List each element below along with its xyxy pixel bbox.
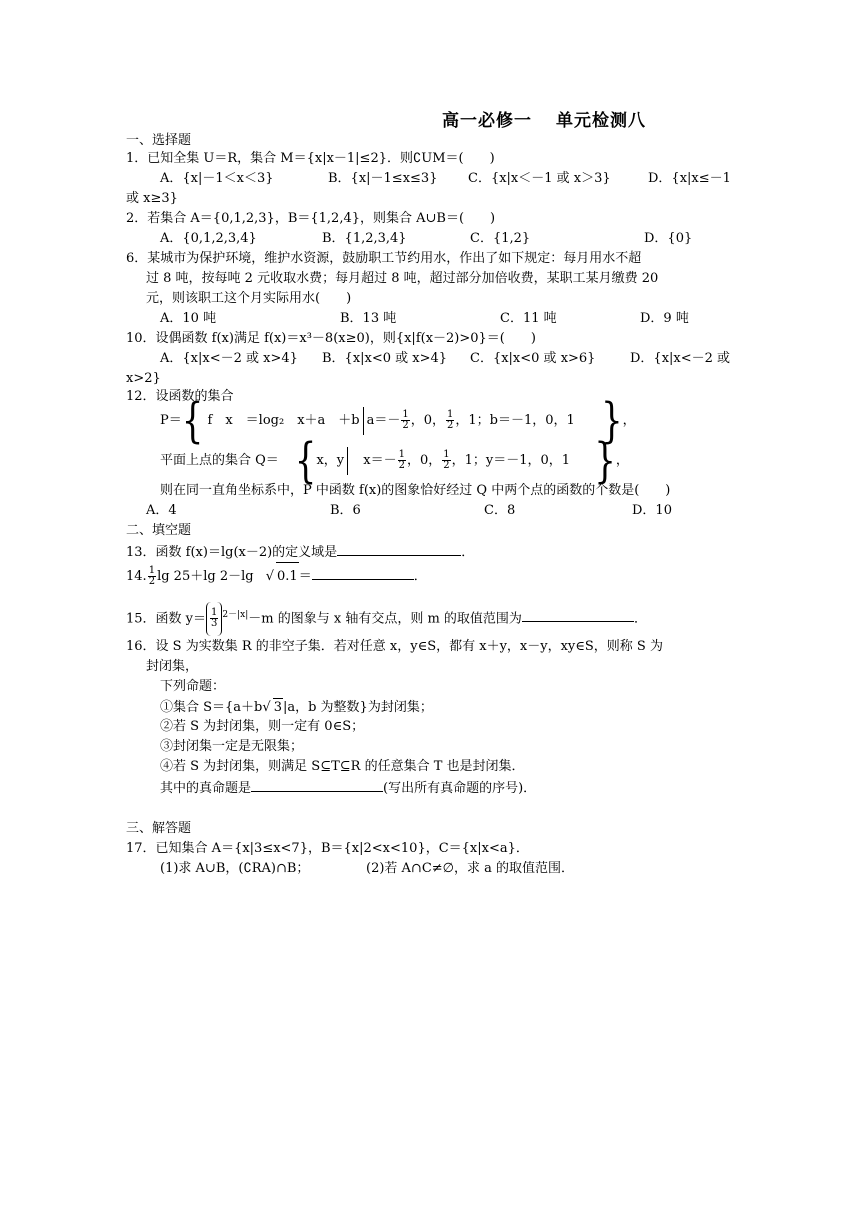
q6-line3: 元，则该职工这个月实际用水( ) (146, 291, 352, 306)
q1-option-c[interactable]: C．{x|x＜－1 或 x＞3} (468, 171, 611, 186)
answer-blank[interactable] (251, 778, 383, 792)
q12-set-p: P＝{ f x ＝log₂ x＋a ＋b a＝－ $\frac{1}{2}$ ，0， $\frac{1}{2}$ ，1；b＝－1，0，1 }， (160, 392, 636, 449)
q12-question: 则在同一直角坐标系中，P 中函数 f(x)的图象恰好经过 Q 中两个点的函数的个数是( ) (160, 483, 671, 498)
q6-option-a[interactable]: A．10 吨 (160, 311, 217, 326)
answer-blank[interactable] (522, 608, 634, 622)
left-brace-icon: { (294, 432, 317, 489)
q17-part2: (2)若 A∩C≠∅，求 a 的取值范围． (366, 861, 575, 876)
q15: 15．函数 y＝ $\frac{1}{3}$ $^{2-|x|}$－m 的图象与 x 轴有交点，则 m 的取值范围为 ． (126, 598, 647, 636)
q12-option-a[interactable]: A．4 (146, 503, 177, 518)
q12-set-q: 平面上点的集合 Q＝ {x，y x＝－ $\frac{1}{2}$ ，0， $\frac{1}{2}$ ，1；y＝－1，0，1 }， (160, 432, 629, 489)
q12-option-b[interactable]: B．6 (330, 503, 361, 518)
q16-prop2: ②若 S 为封闭集，则一定有 0∈S； (160, 719, 365, 734)
answer-blank[interactable] (337, 542, 461, 556)
q10-option-c[interactable]: C．{x|x<0 或 x>6} (470, 351, 596, 366)
q12-option-d[interactable]: D．10 (632, 503, 672, 518)
q6-option-b[interactable]: B．13 吨 (340, 311, 397, 326)
sqrt-symbol-icon: √ (265, 569, 275, 584)
answer-blank[interactable] (312, 566, 414, 580)
q17-stem: 17．已知集合 A＝{x|3≤x<7}，B＝{x|2<x<10}，C＝{x|x<a}． (126, 841, 529, 856)
q10-option-a[interactable]: A．{x|x<－2 或 x>4} (160, 351, 298, 366)
q10-option-d-cont: x>2} (126, 371, 161, 386)
q10-option-b[interactable]: B．{x|x<0 或 x>4} (322, 351, 448, 366)
q12-option-c[interactable]: C．8 (484, 503, 516, 518)
right-brace-icon: } (594, 432, 616, 489)
q16-prop1: ①集合 S＝{a＋b√ 3|a，b 为整数}为封闭集； (160, 700, 433, 715)
section-answer: 三、解答题 (126, 821, 192, 836)
q10-option-d[interactable]: D．{x|x<－2 或 (630, 351, 731, 366)
q6-option-d[interactable]: D．9 吨 (640, 311, 689, 326)
q1-stem: 1．已知全集 U＝R，集合 M＝{x|x－1|≤2}．则∁UM＝( ) (126, 151, 495, 166)
q1-option-a[interactable]: A．{x|－1＜x＜3} (160, 171, 274, 186)
q1-option-d-cont: 或 x≥3} (126, 191, 178, 206)
q17-part1: (1)求 A∪B，(∁RA)∩B； (160, 861, 310, 876)
q16-line3: 下列命题： (160, 679, 226, 694)
q16-line2: 封闭集， (146, 659, 199, 674)
q16-prop4: ④若 S 为封闭集，则满足 S⊆T⊆R 的任意集合 T 也是封闭集． (160, 759, 525, 774)
q1-option-d[interactable]: D．{x|x≤－1 (648, 171, 731, 186)
page-title: 高一必修一 单元检测八 (442, 111, 646, 131)
q6-line2: 过 8 吨，按每吨 2 元收取水费；每月超过 8 吨，超过部分加倍收费，某职工某月缴费 20 (146, 271, 659, 286)
q1-option-b[interactable]: B．{x|－1≤x≤3} (328, 171, 438, 186)
q2-option-b[interactable]: B．{1,2,3,4} (322, 231, 407, 246)
sqrt-symbol-icon: √ (262, 700, 271, 715)
q2-option-a[interactable]: A．{0,1,2,3,4} (160, 231, 257, 246)
q6-option-c[interactable]: C．11 吨 (500, 311, 557, 326)
section-fill: 二、填空题 (126, 523, 192, 538)
q2-stem: 2．若集合 A＝{0,1,2,3}，B＝{1,2,4}，则集合 A∪B＝( ) (126, 211, 496, 226)
section-choice: 一、选择题 (126, 133, 192, 148)
q2-option-c[interactable]: C．{1,2} (470, 231, 531, 246)
q16-prop3: ③封闭集一定是无限集； (160, 739, 304, 754)
q13: 13．函数 f(x)＝lg(x－2)的定义域是 ． (126, 542, 474, 562)
q12-stem: 12．设函数的集合 (126, 389, 234, 404)
q14: 14. $\frac{1}{2}$ lg 25＋lg 2－lg √ 0.1＝ ． (126, 562, 427, 591)
set-bar (363, 407, 364, 435)
left-brace-icon: { (181, 392, 204, 449)
set-bar (347, 447, 348, 475)
q6-line1: 6．某城市为保护环境，维护水资源，鼓励职工节约用水，作出了如下规定：每月用水不超 (126, 251, 642, 266)
right-brace-icon: } (600, 392, 623, 449)
q10-stem: 10．设偶函数 f(x)满足 f(x)＝x³－8(x≥0)，则{x|f(x－2)>0}＝( ) (126, 331, 536, 346)
q16-line1: 16．设 S 为实数集 R 的非空子集．若对任意 x，y∈S，都有 x＋y，x－y，xy∈S，则称 S 为 (126, 639, 663, 654)
q16-prop5: 其中的真命题是 (写出所有真命题的序号)． (160, 778, 536, 798)
q2-option-d[interactable]: D．{0} (644, 231, 693, 246)
